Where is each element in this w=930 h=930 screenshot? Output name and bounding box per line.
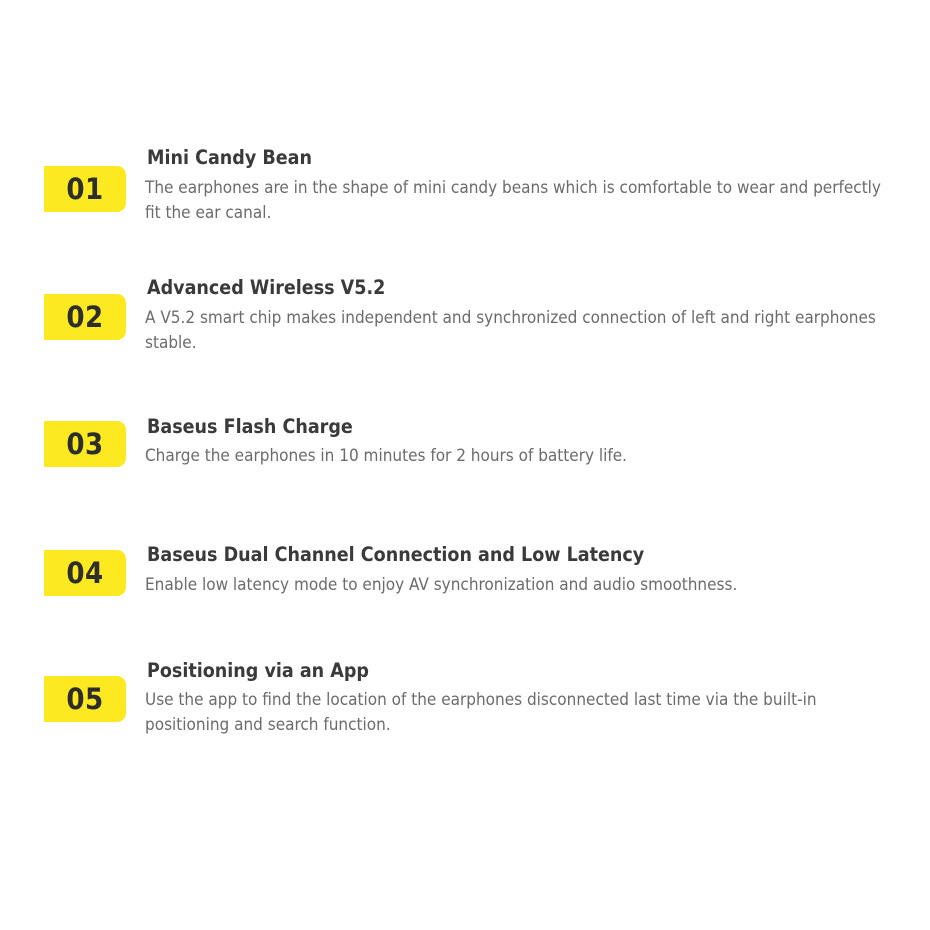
feature-item — [0, 415, 930, 505]
feature-item — [0, 276, 930, 366]
feature-item — [0, 659, 930, 749]
feature-number-badge — [44, 294, 126, 340]
feature-title: Baseus Dual Channel Connection and Low Latency — [147, 543, 645, 566]
feature-number: 01 — [66, 172, 104, 206]
feature-number-badge — [44, 421, 126, 467]
feature-number-badge — [44, 676, 126, 722]
feature-number-badge — [44, 166, 126, 212]
feature-title: Advanced Wireless V5.2 — [147, 276, 386, 299]
feature-description: Use the app to find the location of the earphones disconnected last time via the built-in positioning and search function. — [145, 690, 817, 735]
feature-item — [0, 146, 930, 236]
feature-number: 05 — [66, 682, 104, 716]
feature-title: Positioning via an App — [147, 659, 369, 682]
feature-description: The earphones are in the shape of mini candy beans which is comfortable to wear and perfectly fit the ear canal. — [145, 178, 881, 223]
feature-description: Charge the earphones in 10 minutes for 2 hours of battery life. — [145, 446, 628, 466]
feature-number: 03 — [66, 427, 104, 461]
feature-title: Baseus Flash Charge — [147, 415, 353, 438]
feature-number: 04 — [66, 556, 104, 590]
feature-title: Mini Candy Bean — [147, 146, 312, 169]
feature-number: 02 — [66, 300, 104, 334]
feature-number-badge — [44, 550, 126, 596]
feature-item — [0, 543, 930, 633]
feature-description: A V5.2 smart chip makes independent and synchronized connection of left and right earphones stable. — [145, 308, 876, 353]
feature-description: Enable low latency mode to enjoy AV synchronization and audio smoothness. — [145, 575, 738, 595]
